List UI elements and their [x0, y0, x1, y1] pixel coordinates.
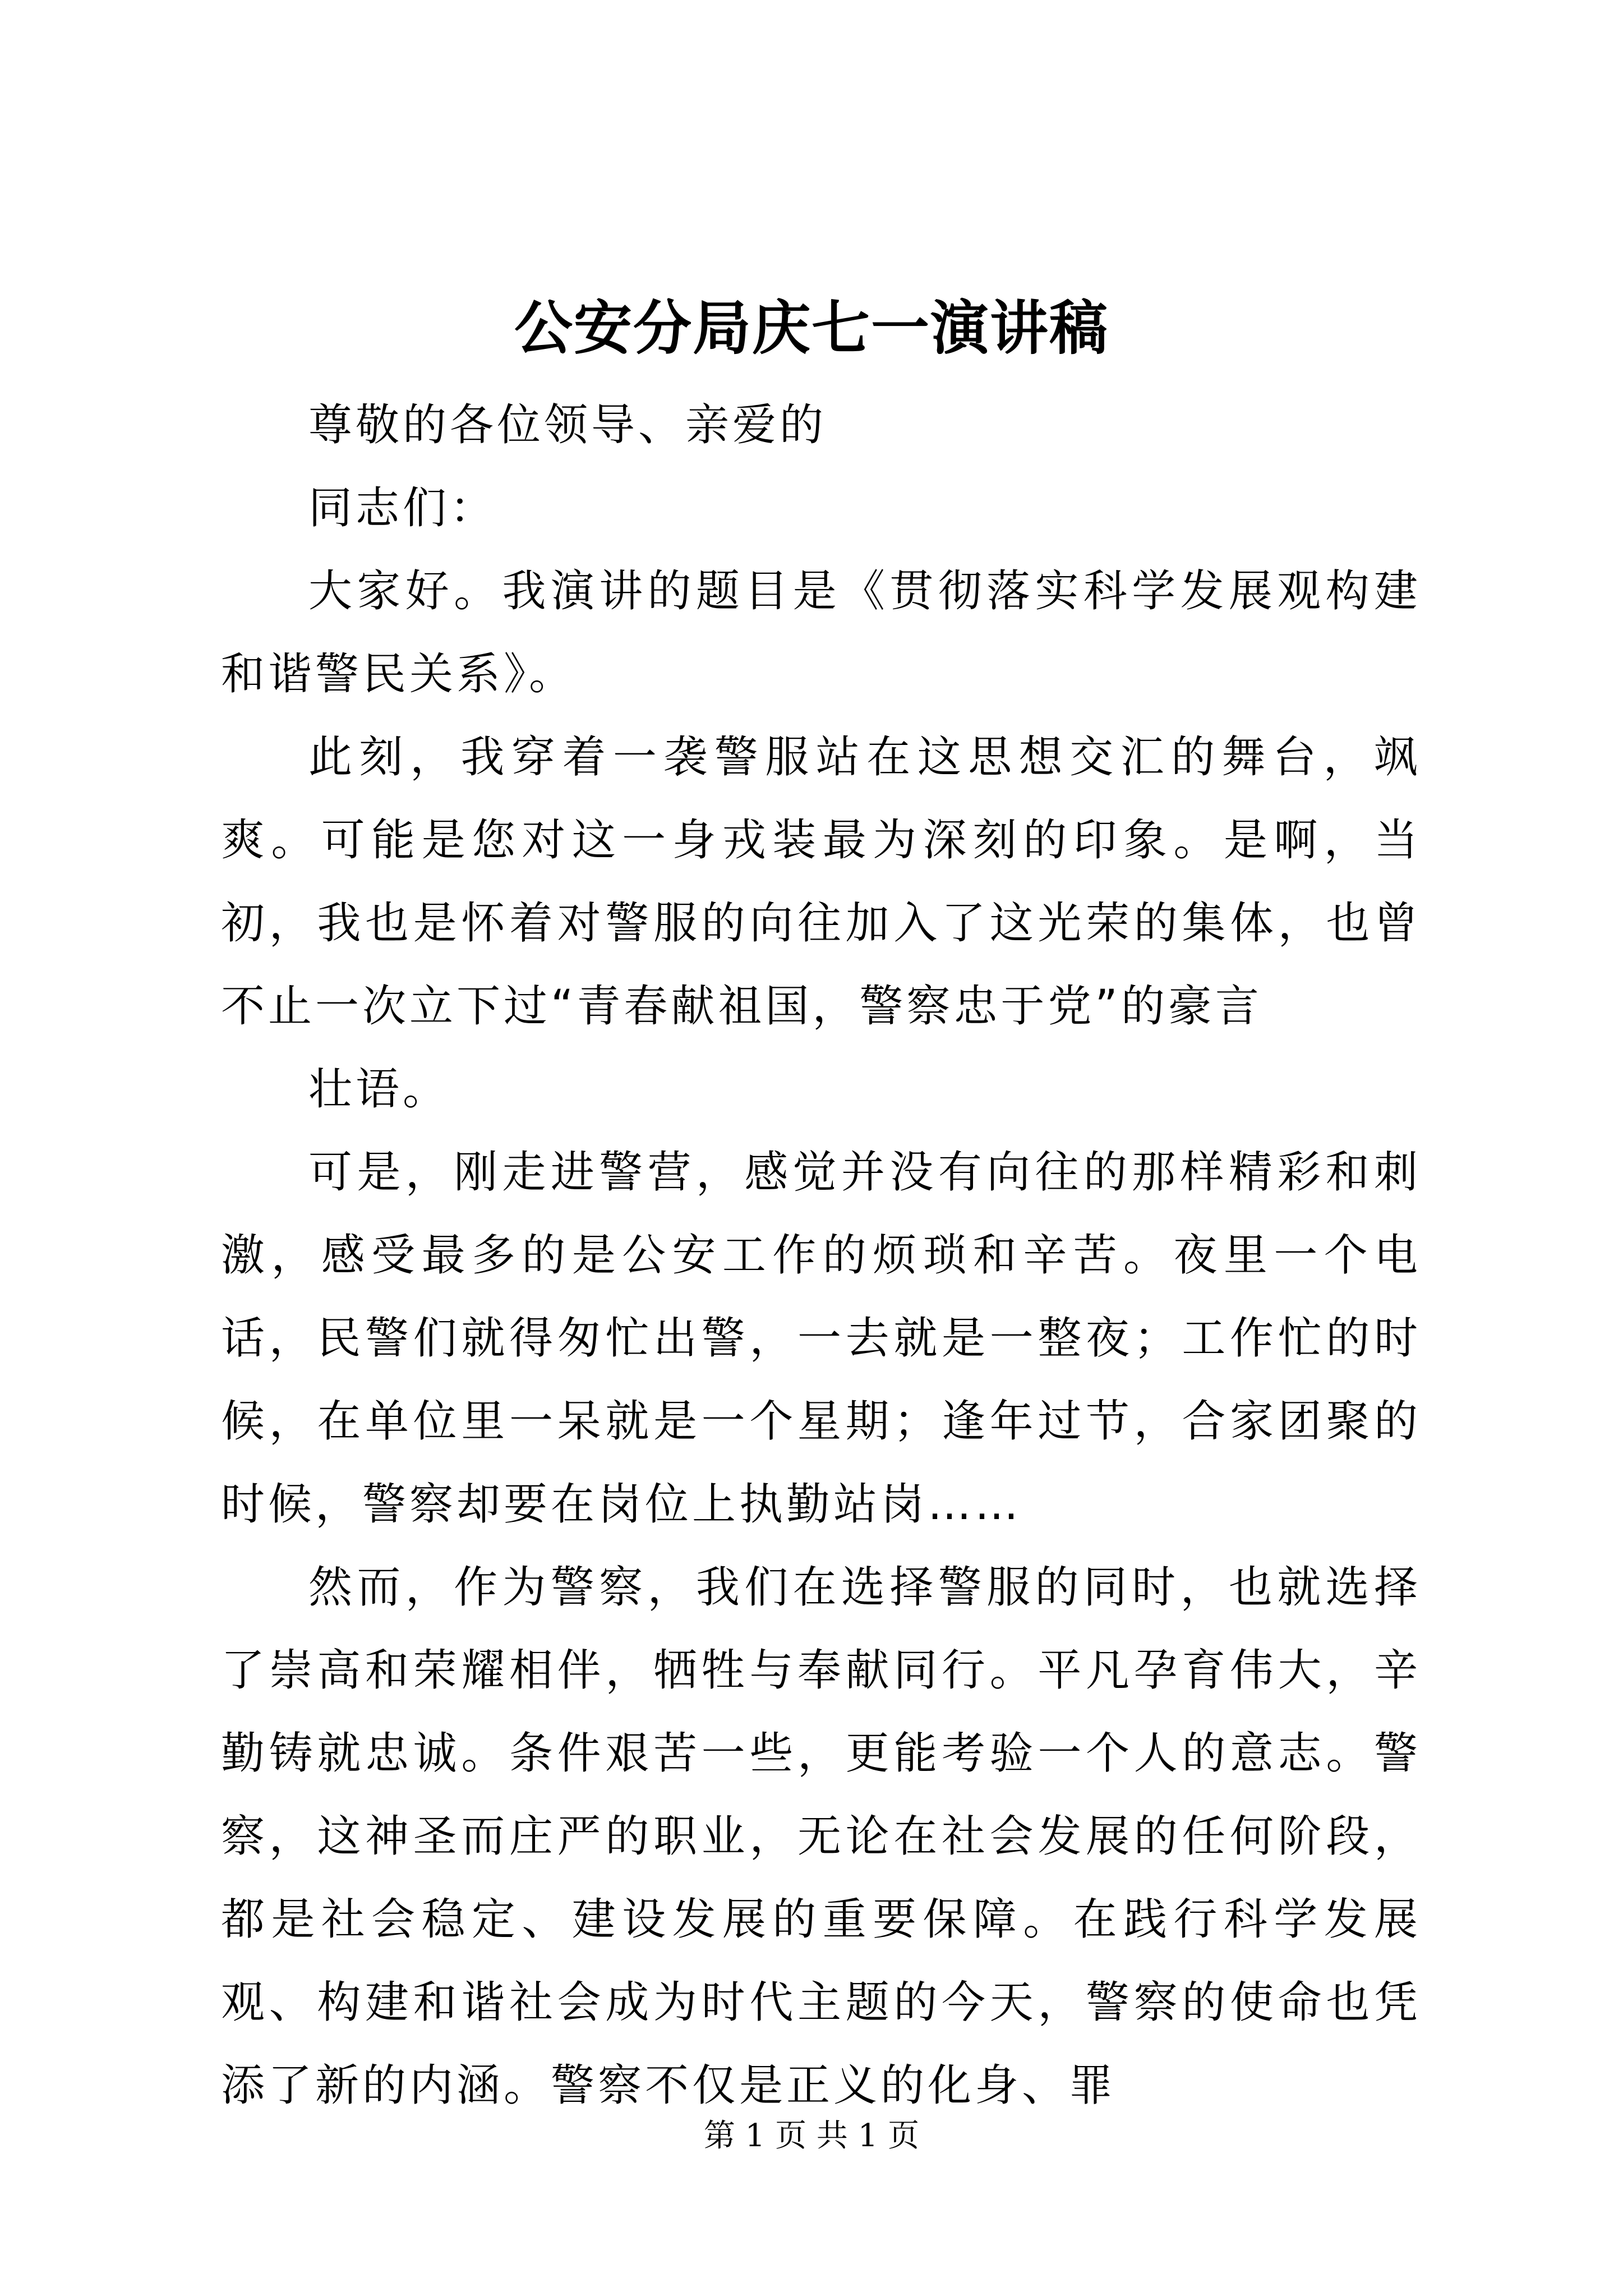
paragraph-topic: 大家好。我演讲的题目是《贯彻落实科学发展观构建和谐警民关系》。 [221, 566, 1421, 700]
footer-suffix: 页 [888, 2118, 920, 2154]
paragraph-hardship: 可是，刚走进警营，感觉并没有向往的那样精彩和刺激，感受最多的是公安工作的烦琐和辛苦。夜里一个电话，民警们就得匆忙出警，一去就是一整夜；工作忙的时候，在单位里一呆就是一个星期；逢年过节，合家团聚的时候，警察却要在岗位上执勤站岗…… [221, 1147, 1421, 1530]
page-footer [0, 2114, 1623, 2159]
footer-mid: 页 共 [775, 2118, 848, 2154]
footer-total-pages: 1 [857, 2118, 878, 2154]
footer-prefix: 第 [703, 2118, 735, 2154]
paragraph-uniform-cont: 壮语。 [308, 1064, 450, 1115]
paragraph-salutation: 尊敬的各位领导、亲爱的 [308, 400, 827, 450]
paragraph-uniform: 此刻，我穿着一袭警服站在这思想交汇的舞台，飒爽。可能是您对这一身戎装最为深刻的印象。是啊，当初，我也是怀着对警服的向往加入了这光荣的集体，也曾不止一次立下过“青春献祖国，警察忠于党”的豪言 [221, 732, 1421, 1032]
document-body [221, 384, 1421, 2127]
paragraph-salutation-cont: 同志们： [308, 483, 497, 533]
paragraph-mission: 然而，作为警察，我们在选择警服的同时，也就选择了崇高和荣耀相伴，牺牲与奉献同行。平凡孕育伟大，辛勤铸就忠诚。条件艰苦一些，更能考验一个人的意志。警察，这神圣而庄严的职业，无论在社会发展的任何阶段，都是社会稳定、建设发展的重要保障。在践行科学发展观、构建和谐社会成为时代主题的今天，警察的使命也凭添了新的内涵。警察不仅是正义的化身、罪 [221, 1562, 1421, 2111]
footer-page-number: 1 [745, 2118, 766, 2154]
document-title: 公安分局庆七一演讲稿 [514, 293, 1109, 362]
